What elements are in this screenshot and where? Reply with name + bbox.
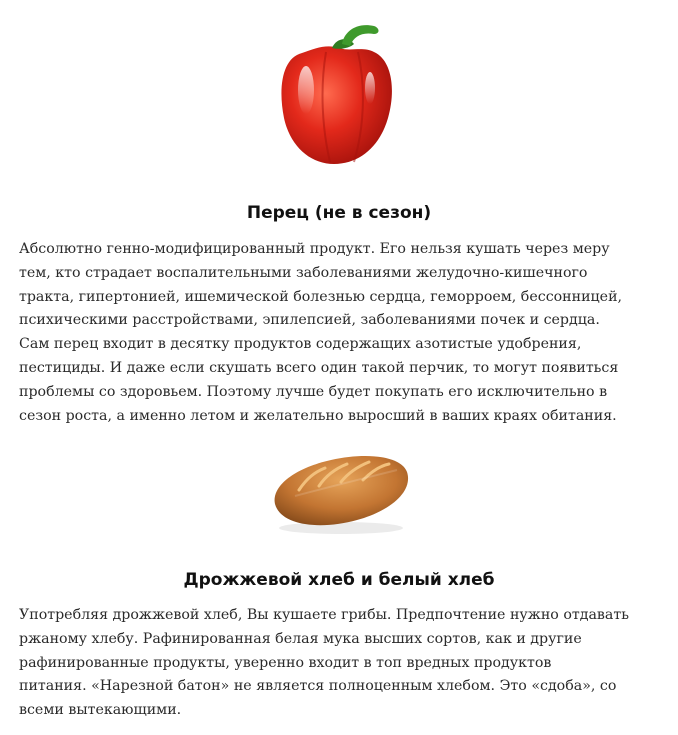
text-line: ржаному хлебу. Рафинированная белая мука высших сортов, как и другие <box>19 630 582 647</box>
white-bread-loaf-image <box>265 448 415 538</box>
text-line: питания. «Нарезной батон» не является полноценным хлебом. Это «сдоба», со <box>19 678 617 695</box>
pepper-description <box>19 238 669 428</box>
text-line: рафинированные продукты, уверенно входит в топ вредных продуктов <box>19 654 552 671</box>
text-line: тракта, гипертонией, ишемической болезнью сердца, геморроем, бессонницей, <box>19 288 623 305</box>
red-bell-pepper-image <box>270 18 410 168</box>
text-line: Употребляя дрожжевой хлеб, Вы кушаете грибы. Предпочтение нужно отдавать <box>19 607 629 623</box>
text-line: Сам перец входит в десятку продуктов содержащих азотистые удобрения, <box>19 336 582 353</box>
text-line: Абсолютно генно-модифицированный продукт. Его нельзя кушать через меру <box>19 241 610 257</box>
text-line: тем, кто страдает воспалительными заболеваниями желудочно-кишечного <box>19 264 588 281</box>
text-line: пестициды. И даже если скушать всего один такой перчик, то могут появиться <box>19 359 619 376</box>
text-line: проблемы со здоровьем. Поэтому лучше будет покупать его исключительно в <box>19 383 608 400</box>
pepper-heading: Перец (не в сезон) <box>246 203 432 223</box>
bread-heading: Дрожжевой хлеб и белый хлеб <box>183 570 495 590</box>
bread-description <box>19 604 669 723</box>
text-line: всеми вытекающими. <box>19 702 182 719</box>
text-line: сезон роста, а именно летом и желательно выросший в ваших краях обитания. <box>19 407 617 424</box>
text-line: психическими расстройствами, эпилепсией, заболеваниями почек и сердца. <box>19 312 600 329</box>
